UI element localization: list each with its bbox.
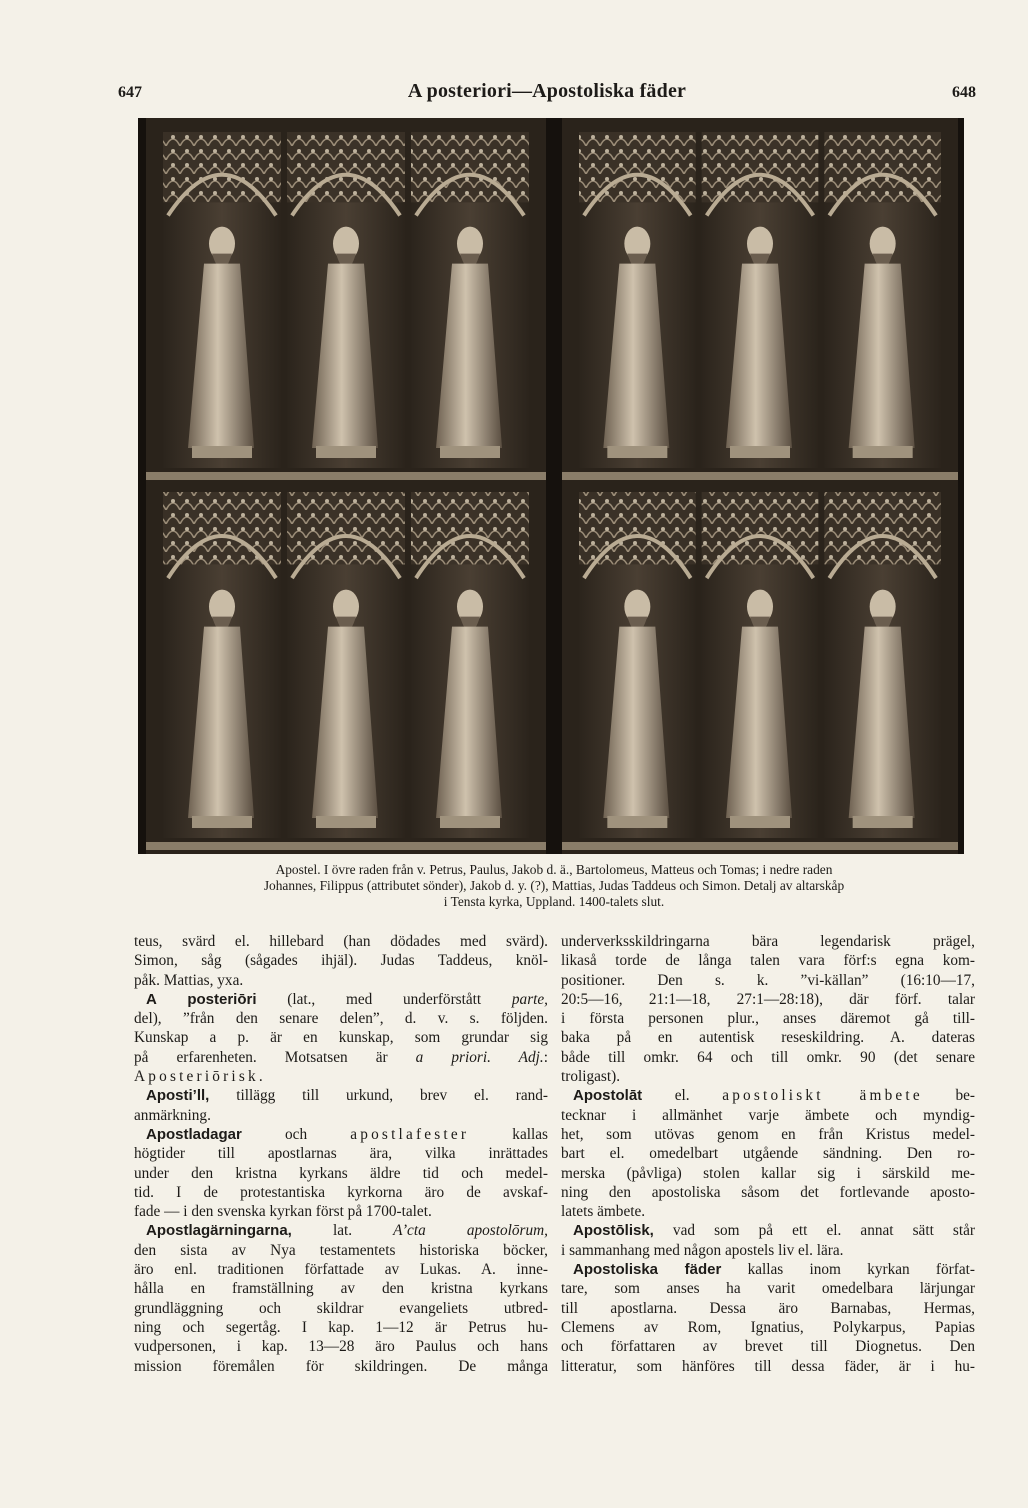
gothic-tracery [287,492,405,564]
headword: Apostladagar [146,1125,242,1143]
gothic-tracery [579,492,696,564]
running-title: A posteriori—Apostoliska fäder [407,80,687,102]
text-line: del), ”från den senare delen”, d. v. s. följden. [134,1010,548,1028]
statue-pedestal [730,816,790,828]
text-line: litteratur, som hänföres till dessa fäder, är i hu- [561,1357,975,1375]
gothic-tracery [702,132,819,202]
figure-caption [130,862,978,910]
text-column-left [134,932,548,1376]
text-line: både till omkr. 64 och till omkr. 90 (det senare [561,1048,975,1066]
entry-apostolat: Apostolāt el. apostoliskt ämbete be- [573,1087,975,1105]
statue-pedestal [607,816,667,828]
text-line: under den kristna kyrkans äldre tid och medel- [134,1164,548,1182]
headword: Apostōlisk, [573,1222,654,1240]
text-line: och författaren av brevet till Diognetus. Den [561,1338,975,1356]
statue-pedestal [440,816,500,828]
text-line: vudpersonen, i kap. 13—28 äro Paulus och hans [134,1338,548,1356]
text-line: het, som utövas genom en från Kristus medel- [561,1125,975,1143]
text-line: bart el. omedelbart utgående sändning. Den ro- [561,1145,975,1163]
text-line: påk. Mattias, yxa. [134,971,244,989]
gothic-tracery [163,492,281,564]
headword: Apostoliska fäder [573,1261,722,1279]
gothic-tracery [824,492,941,564]
text-line: äro enl. traditionen författade av Lukas. A. inne- [134,1261,548,1279]
text-line: 20:5—16, 21:1—18, 27:1—28:18), där förf. talar [561,990,975,1008]
text-line: Simon, såg (sågades ihjäl). Judas Taddeus, knöl- [134,952,548,970]
text-line: Clemens av Rom, Ignatius, Polykarpus, Papias [561,1318,975,1336]
text-line: tid. I de protestantiska kyrkorna äro de avskaf- [134,1183,548,1201]
gothic-tracery [824,132,941,202]
headword: Aposti’ll, [146,1087,210,1105]
statue-pedestal [192,446,252,458]
text-column-right [561,932,975,1376]
page-number-right: 648 [952,84,976,101]
caption-line: i Tensta kyrka, Uppland. 1400-talets slut. [443,894,665,909]
text-line: tecknar i allmänhet varje ämbete och myndig- [561,1106,975,1124]
statue-pedestal [192,816,252,828]
shelf-beam [562,472,958,480]
headword: A posteriōri [146,990,257,1008]
gothic-tracery [411,492,529,564]
text-line: Aposteriōrisk. [134,1068,266,1086]
text-line: teus, svärd el. hillebard (han dödades med svärd). [134,933,548,950]
text-line: mission föremålen för skildringen. De många [134,1357,548,1375]
gothic-tracery [702,492,819,564]
headword: Apostolāt [573,1087,643,1105]
gothic-tracery [579,132,696,202]
text-line: högtider till apostlarnas ära, vilka inrättades [134,1145,548,1163]
statue-pedestal [316,816,376,828]
text-line: anmärkning. [134,1106,211,1124]
page-number-left: 647 [118,84,142,101]
text-line: likaså torde de långa talen vara förf:s egna kom- [561,952,975,970]
entry-apostill: Aposti’ll, tillägg till urkund, brev el. rand- [146,1087,548,1105]
text-line: ning den apostoliska såsom det fortlevande aposto- [561,1183,975,1201]
statue-pedestal [316,446,376,458]
text-line: baka på en autentisk reseskildring. A. dateras [561,1029,975,1047]
gothic-tracery [287,132,405,202]
text-line: positioner. Den s. k. ”vi-källan” (16:10—17, [561,971,975,989]
statue-pedestal [730,446,790,458]
text-line: grundläggning och skildrar evangeliets utbred- [134,1299,548,1317]
caption-line: Johannes, Filippus (attributet sönder), Jakob d. y. (?), Mattias, Judas Taddeus och Simon. Detalj av altarskåp [263,878,845,893]
entry-apostolisk: Apostōlisk, vad som på ett el. annat sätt står [573,1222,975,1240]
text-line: ning och segertåg. I kap. 1—12 är Petrus hu- [134,1318,548,1336]
apostle-statues-image [138,118,964,854]
headword: Apostlagärningarna, [146,1222,292,1240]
text-line: Kunskap a p. är en kunskap, som grundar sig [134,1029,548,1047]
text-line: i sammanhang med någon apostels liv el. lära. [561,1241,844,1259]
text-line: latets ämbete. [561,1203,646,1221]
altarpiece-photograph [138,118,964,854]
statue-pedestal [607,446,667,458]
text-line: till apostlarna. Dessa äro Barnabas, Hermas, [561,1299,975,1317]
text-line: merska (påvliga) stolen kallar sig i särskild me- [561,1164,975,1182]
text-line: på erfarenheten. Motsatsen är a priori. Adj.: [134,1048,548,1066]
entry-a-posteriori: A posteriōri (lat., med underförstått parte, [146,990,549,1008]
entry-apostoliska-fader: Apostoliska fäder kallas inom kyrkan förfat- [573,1261,976,1279]
running-header [118,80,976,112]
statue-pedestal [853,816,913,828]
text-line: tare, som anses ha varit omedelbara lärjungar [561,1280,975,1298]
shelf-beam [146,842,546,850]
gothic-tracery [163,132,281,202]
text-line: den sista av Nya testamentets historiska böcker, [134,1241,548,1259]
text-line: hålla en framställning av den kristna kyrkans [134,1280,548,1298]
entry-apostlagarningarna: Apostlagärningarna, lat. A’cta apostolōrum, [146,1222,548,1240]
statue-pedestal [440,446,500,458]
statue-pedestal [853,446,913,458]
shelf-beam [562,842,958,850]
text-line: underverksskildringarna bära legendarisk prägel, [561,933,975,950]
gothic-tracery [411,132,529,202]
text-line: fade — i den svenska kyrkan först på 1700-talet. [134,1203,432,1221]
shelf-beam [146,472,546,480]
text-line: i första personen plur., anses däremot gå till- [561,1010,975,1028]
text-line: troligast). [561,1068,621,1086]
caption-line: Apostel. I övre raden från v. Petrus, Paulus, Jakob d. ä., Bartolomeus, Matteus och Tomas; i nedre raden [275,862,833,877]
entry-apostladagar: Apostladagar och apostlafester kallas [146,1125,548,1143]
